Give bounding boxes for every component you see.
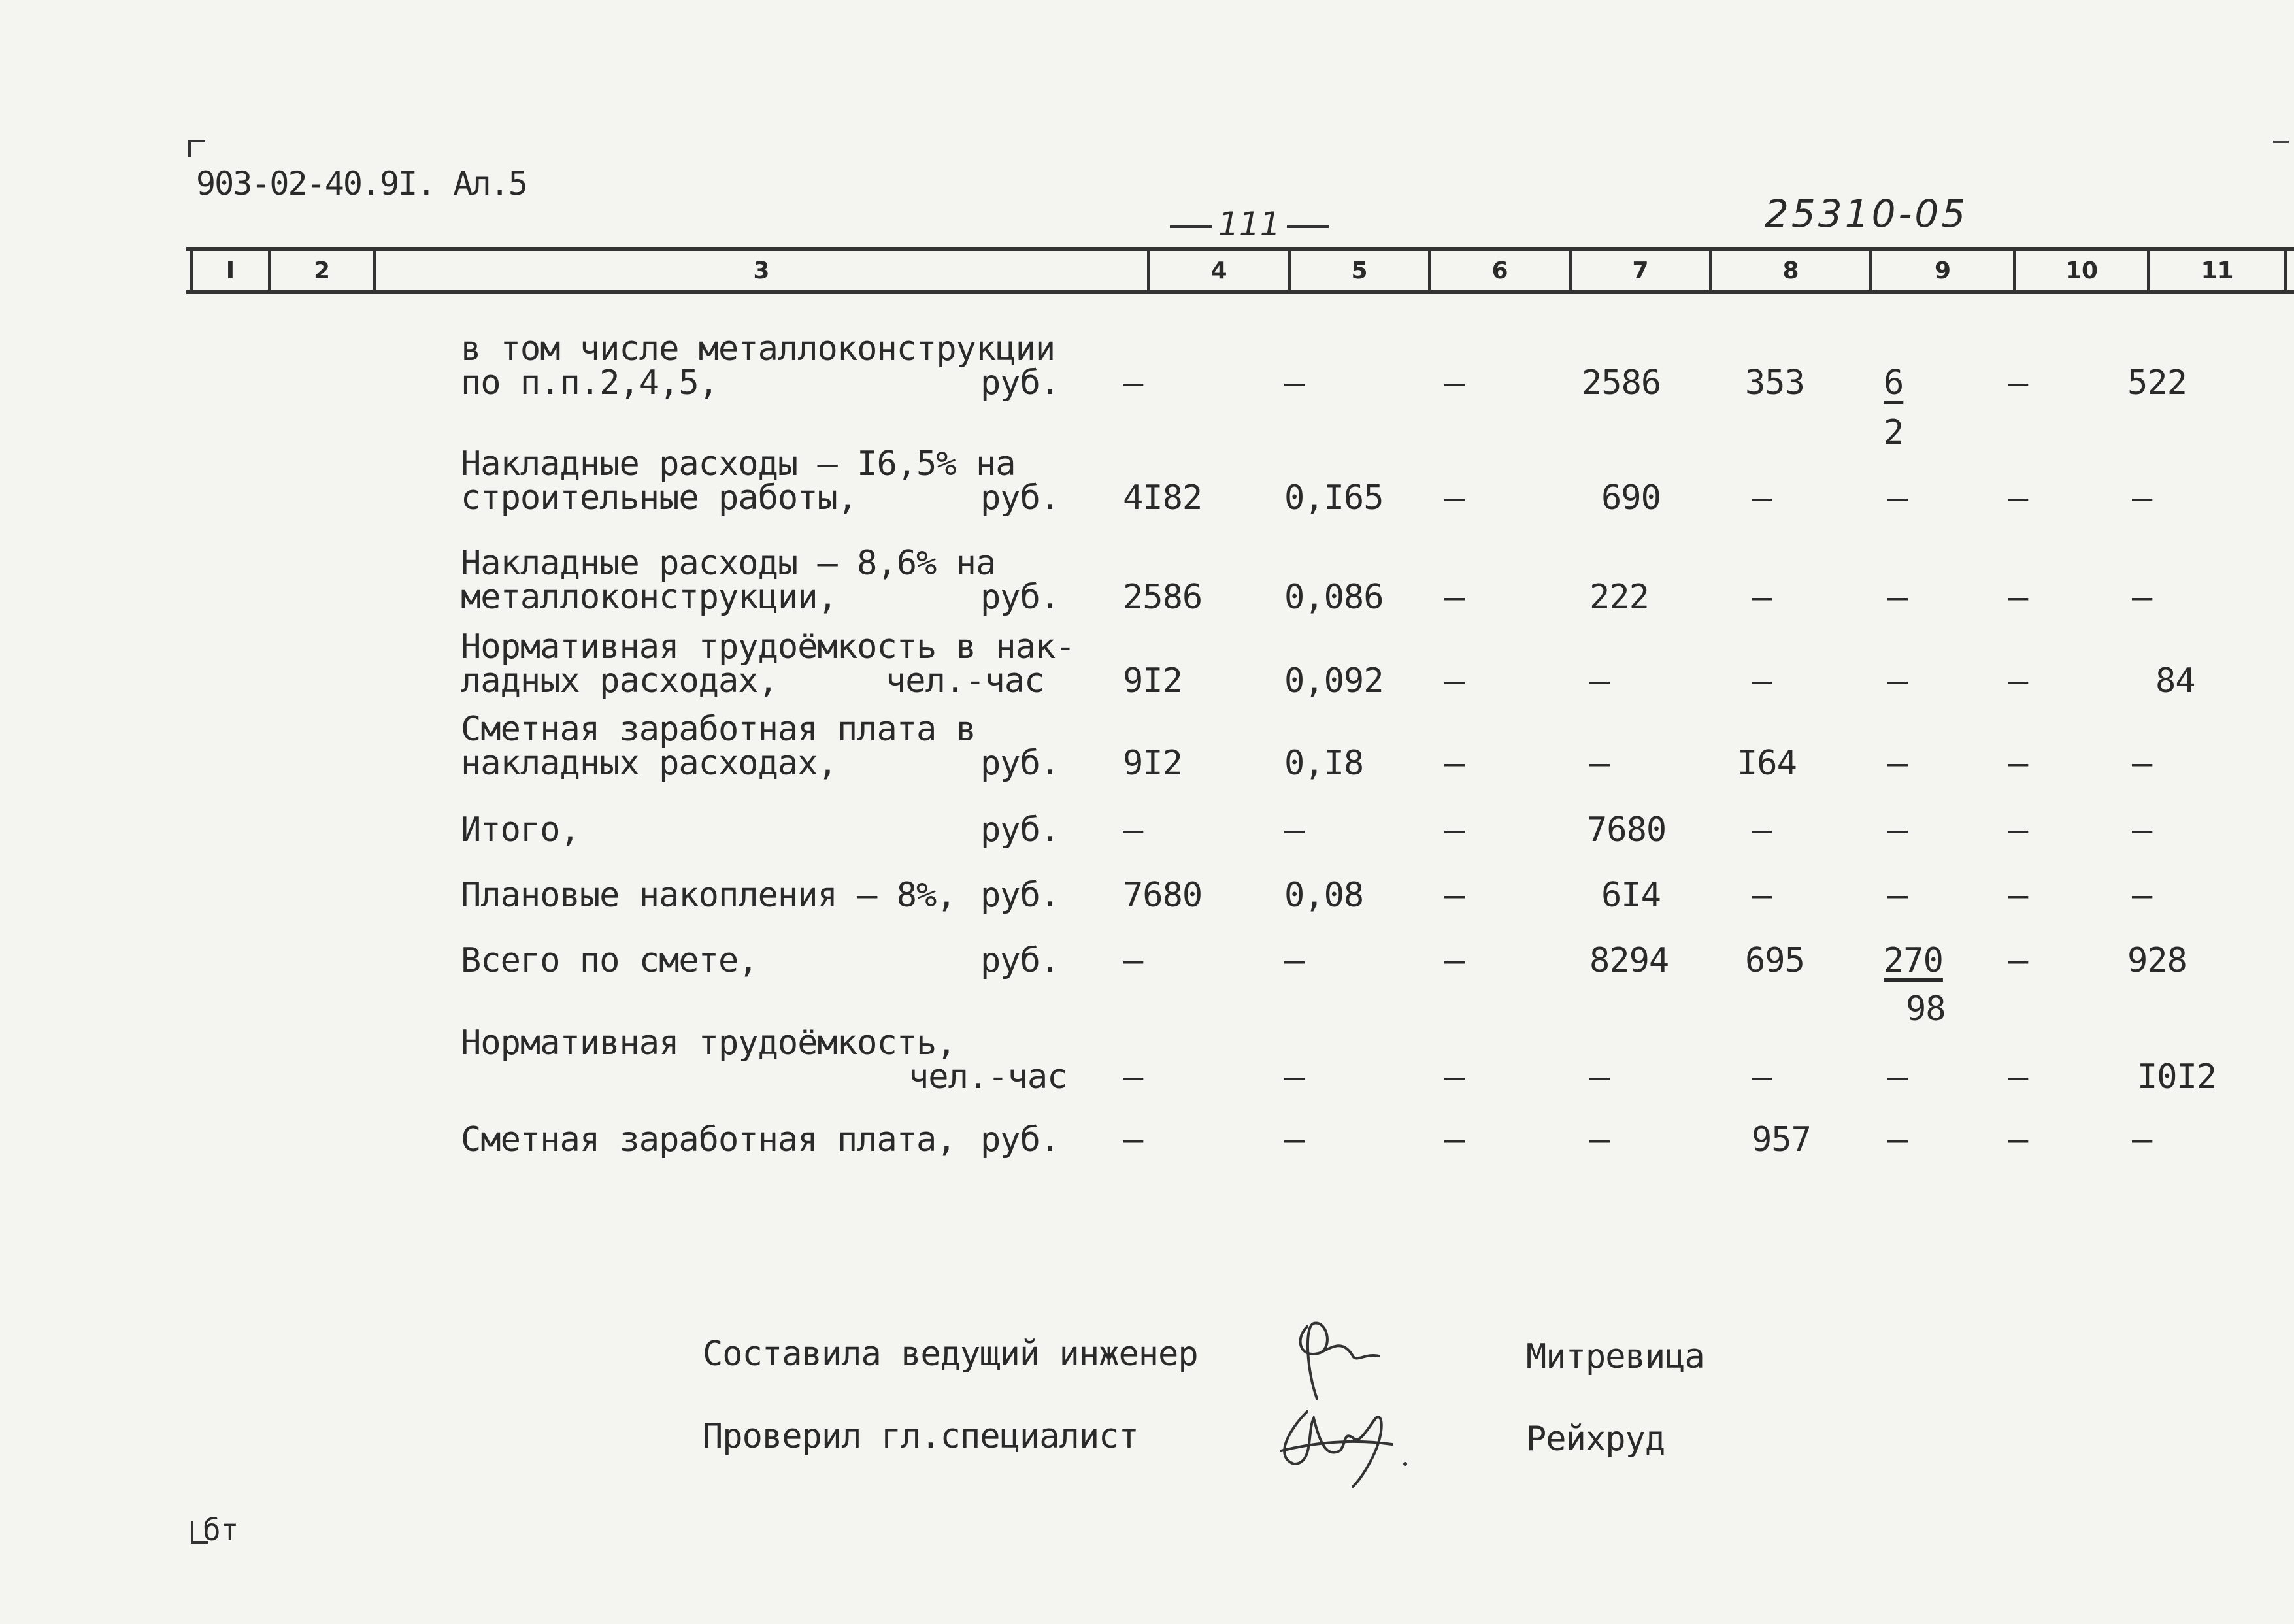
cell-col10: – bbox=[2008, 1120, 2028, 1159]
row-desc-line: Накладные расходы – 8,6% на bbox=[461, 544, 996, 583]
cell-col6: – bbox=[1444, 941, 1465, 980]
col-header-2: 2 bbox=[268, 251, 373, 290]
cell-col11: – bbox=[2132, 744, 2152, 783]
cell-col9: – bbox=[1887, 578, 1908, 617]
cell-col6: – bbox=[1444, 810, 1465, 850]
row-desc-line: Плановые накопления – 8%, bbox=[461, 876, 956, 915]
cell-col5: – bbox=[1284, 1057, 1305, 1097]
row-unit: чел.-час bbox=[886, 661, 1044, 701]
cell-col4: 9I2 bbox=[1123, 661, 1182, 701]
row-desc-line: накладных расходах, bbox=[461, 744, 837, 783]
page-number-block bbox=[1163, 205, 1335, 243]
bottom-note: бт bbox=[203, 1512, 239, 1548]
row-desc-line: Нормативная трудоёмкость, bbox=[461, 1023, 956, 1063]
cell-col6: – bbox=[1444, 1057, 1465, 1097]
corner-mark-top bbox=[188, 140, 205, 157]
cell-col7: 2586 bbox=[1582, 363, 1661, 403]
cell-col11: – bbox=[2132, 1120, 2152, 1159]
col-header-1: I bbox=[190, 251, 268, 290]
cell-col4: – bbox=[1123, 1057, 1143, 1097]
col-header-3: 3 bbox=[373, 251, 1147, 290]
cell-col5: 0,I8 bbox=[1284, 744, 1364, 783]
row-unit: руб. bbox=[980, 810, 1060, 850]
cell-col11: I0I2 bbox=[2137, 1057, 2217, 1097]
cell-col8: 957 bbox=[1752, 1120, 1811, 1159]
cell-col10: – bbox=[2008, 363, 2028, 403]
row-desc-line: Сметная заработная плата, bbox=[461, 1120, 956, 1159]
cell-col5: – bbox=[1284, 363, 1305, 403]
col-header-5: 5 bbox=[1288, 251, 1428, 290]
row-desc-line: металлоконструкции, bbox=[461, 578, 837, 617]
cell-col7: – bbox=[1589, 661, 1610, 701]
cell-col4: 9I2 bbox=[1123, 744, 1182, 783]
cell-col5: 0,I65 bbox=[1284, 478, 1384, 518]
cell-col9: – bbox=[1887, 744, 1908, 783]
edge-dash bbox=[2273, 141, 2289, 143]
cell-col9-sub: 98 bbox=[1906, 989, 1946, 1029]
archive-number: 25310-05 bbox=[1765, 191, 1969, 236]
row-unit: руб. bbox=[980, 363, 1060, 403]
cell-col4: 2586 bbox=[1123, 578, 1203, 617]
cell-col9-sub: 2 bbox=[1884, 413, 1904, 452]
cell-col4: – bbox=[1123, 1120, 1143, 1159]
col-header-6: 6 bbox=[1428, 251, 1569, 290]
cell-col9: – bbox=[1887, 1057, 1908, 1097]
cell-col7: 222 bbox=[1589, 578, 1649, 617]
checker-role: Проверил гл.специалист bbox=[703, 1417, 1139, 1456]
cell-col8: – bbox=[1752, 876, 1772, 915]
row-desc-line: Всего по смете, bbox=[461, 941, 758, 980]
cell-col9: – bbox=[1887, 1120, 1908, 1159]
cell-col7: – bbox=[1589, 744, 1610, 783]
col-header-8: 8 bbox=[1709, 251, 1869, 290]
cell-col8: – bbox=[1752, 578, 1772, 617]
cell-col6: – bbox=[1444, 744, 1465, 783]
cell-col10: – bbox=[2008, 876, 2028, 915]
cell-col11: 522 bbox=[2127, 363, 2187, 403]
row-desc-line: Сметная заработная плата в bbox=[461, 710, 976, 749]
cell-col11: – bbox=[2132, 478, 2152, 518]
cell-col9: 270 bbox=[1884, 941, 1943, 980]
compiler-role: Составила ведущий инженер bbox=[703, 1334, 1198, 1374]
cell-col6: – bbox=[1444, 578, 1465, 617]
cell-col11: – bbox=[2132, 810, 2152, 850]
cell-col10: – bbox=[2008, 661, 2028, 701]
cell-col4: – bbox=[1123, 363, 1143, 403]
cell-col6: – bbox=[1444, 661, 1465, 701]
row-unit: руб. bbox=[980, 1120, 1060, 1159]
cell-col7: – bbox=[1589, 1057, 1610, 1097]
cell-col5: 0,092 bbox=[1284, 661, 1384, 701]
cell-col8: – bbox=[1752, 478, 1772, 518]
cell-col10: – bbox=[2008, 478, 2028, 518]
cell-col7: 8294 bbox=[1589, 941, 1669, 980]
cell-col7: 690 bbox=[1601, 478, 1661, 518]
cell-col6: – bbox=[1444, 1120, 1465, 1159]
cell-col10: – bbox=[2008, 810, 2028, 850]
cell-col11: 84 bbox=[2155, 661, 2195, 701]
col-header-4: 4 bbox=[1147, 251, 1288, 290]
row-desc-line: по п.п.2,4,5, bbox=[461, 363, 718, 403]
cell-col4: 4I82 bbox=[1123, 478, 1203, 518]
checker-signature bbox=[1268, 1392, 1418, 1490]
cell-col4: – bbox=[1123, 941, 1143, 980]
cell-col8: 353 bbox=[1745, 363, 1804, 403]
cell-col4: 7680 bbox=[1123, 876, 1203, 915]
cell-col8: – bbox=[1752, 1057, 1772, 1097]
cell-col9: – bbox=[1887, 661, 1908, 701]
cell-col9: – bbox=[1887, 478, 1908, 518]
row-desc-line: Нормативная трудоёмкость в нак- bbox=[461, 627, 1075, 667]
cell-col4: – bbox=[1123, 810, 1143, 850]
cell-col5: – bbox=[1284, 941, 1305, 980]
document-code: 903-02-40.9I. Ал.5 bbox=[196, 165, 527, 203]
cell-col7: 7680 bbox=[1587, 810, 1667, 850]
cell-col8: – bbox=[1752, 810, 1772, 850]
cell-col8: I64 bbox=[1737, 744, 1797, 783]
cell-col10: – bbox=[2008, 941, 2028, 980]
compiler-signature bbox=[1281, 1301, 1386, 1405]
row-unit: руб. bbox=[980, 744, 1060, 783]
row-desc-line: Накладные расходы – I6,5% на bbox=[461, 444, 1016, 484]
row-desc-line: Итого, bbox=[461, 810, 580, 850]
cell-col7: 6I4 bbox=[1601, 876, 1661, 915]
row-unit: руб. bbox=[980, 578, 1060, 617]
cell-col10: – bbox=[2008, 1057, 2028, 1097]
cell-col9: – bbox=[1887, 810, 1908, 850]
col-header-10: 10 bbox=[2013, 251, 2147, 290]
row-unit: руб. bbox=[980, 876, 1060, 915]
col-header-9: 9 bbox=[1869, 251, 2013, 290]
cell-col11: – bbox=[2132, 578, 2152, 617]
row-desc-line: ладных расходах, bbox=[461, 661, 778, 701]
cell-col6: – bbox=[1444, 876, 1465, 915]
row-unit: чел.-час bbox=[908, 1057, 1067, 1097]
checker-name: Рейхруд bbox=[1526, 1419, 1665, 1459]
row-unit: руб. bbox=[980, 941, 1060, 980]
cell-col11: – bbox=[2132, 876, 2152, 915]
row-unit: руб. bbox=[980, 478, 1060, 518]
cell-col9: 6 bbox=[1884, 363, 1904, 403]
col-header-7: 7 bbox=[1569, 251, 1709, 290]
cell-col10: – bbox=[2008, 744, 2028, 783]
cell-col10: – bbox=[2008, 578, 2028, 617]
cell-col5: – bbox=[1284, 1120, 1305, 1159]
cell-col5: – bbox=[1284, 810, 1305, 850]
compiler-name: Митревица bbox=[1526, 1337, 1704, 1376]
cell-col9: – bbox=[1887, 876, 1908, 915]
cell-col5: 0,08 bbox=[1284, 876, 1364, 915]
cell-col5: 0,086 bbox=[1284, 578, 1384, 617]
cell-col11: 928 bbox=[2127, 941, 2187, 980]
cell-col8: – bbox=[1752, 661, 1772, 701]
cell-col6: – bbox=[1444, 478, 1465, 518]
page-number: 111 bbox=[1218, 205, 1281, 243]
row-desc-line: в том числе металлоконструкции bbox=[461, 329, 1056, 369]
cell-col7: – bbox=[1589, 1120, 1610, 1159]
cell-col6: – bbox=[1444, 363, 1465, 403]
cell-col8: 695 bbox=[1745, 941, 1804, 980]
row-desc-line: строительные работы, bbox=[461, 478, 857, 518]
col-header-11: 11 bbox=[2147, 251, 2287, 290]
